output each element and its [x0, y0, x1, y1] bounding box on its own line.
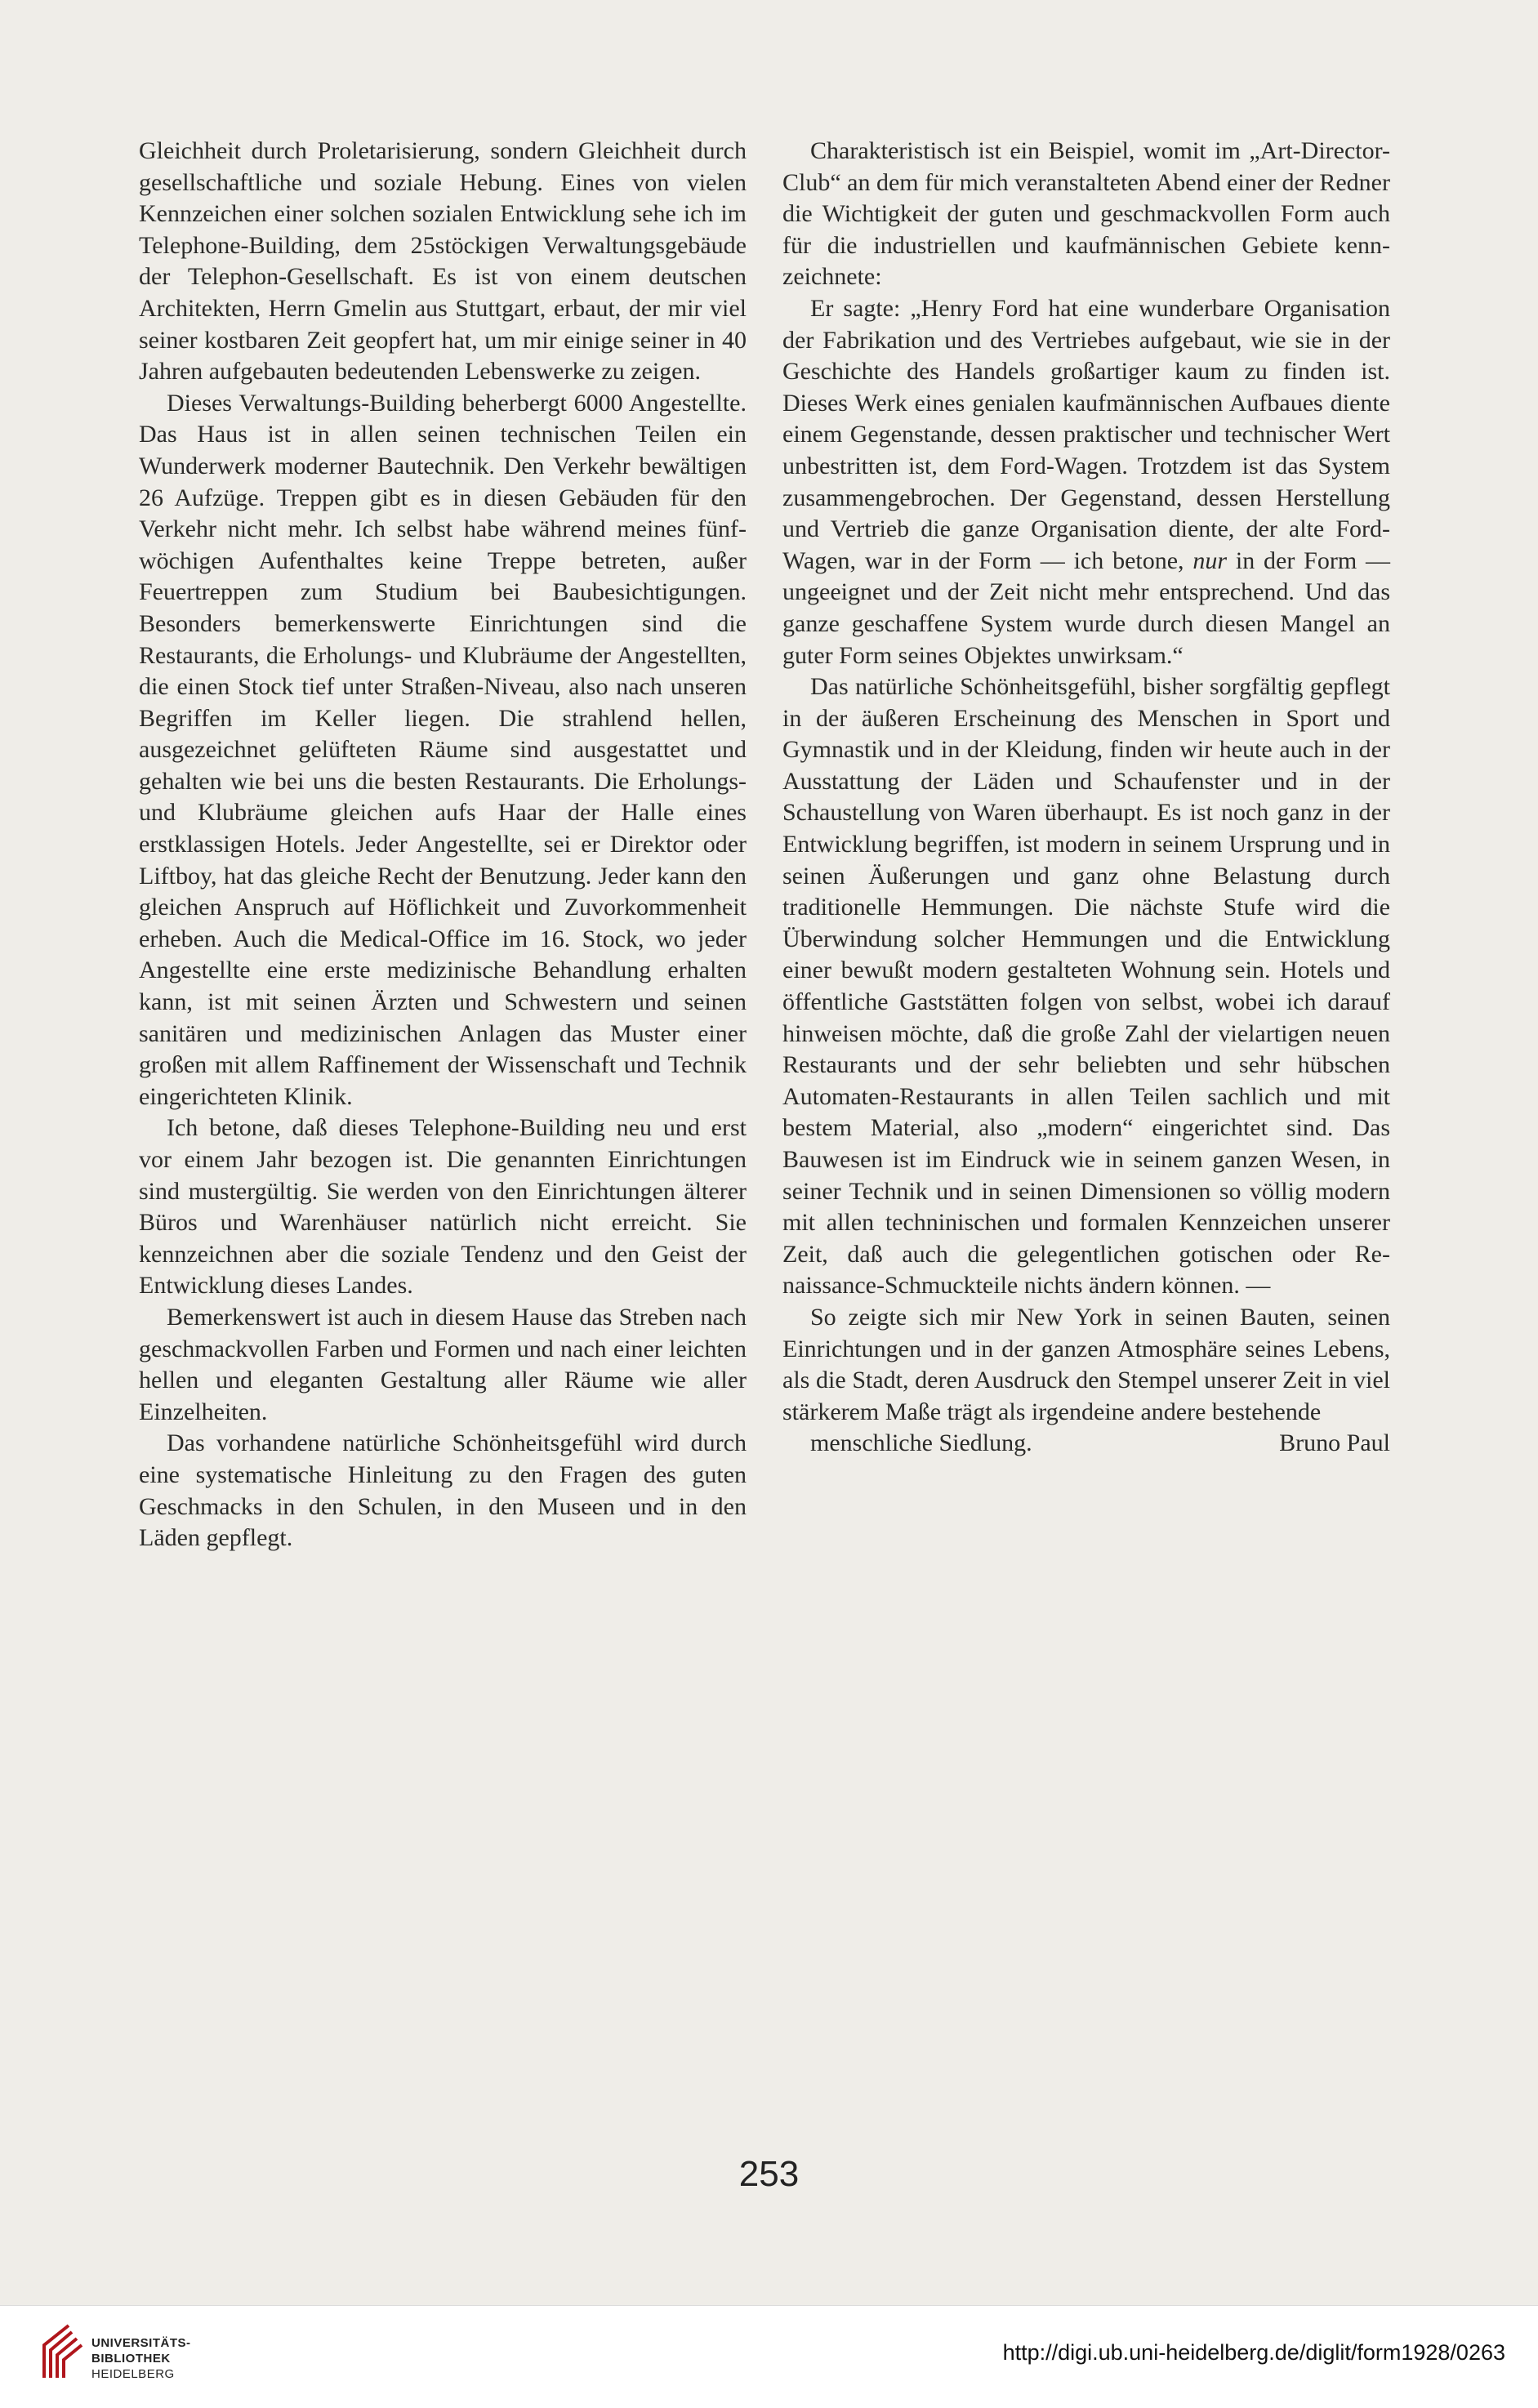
paragraph: Gleichheit durch Proletarisierung, sondern Gleichheit durch gesellschaftliche und soziale Hebung. Eines von vielen Kennzeichen einer solchen sozialen Entwicklung sehe ich im Telephone-Building, dem 25stöckigen Verwaltungsgebäude der Telephon-Gesellschaft. Es ist von einem deutschen Architekten, Herrn Gmelin aus Stuttgart, erbaut, der mir viel seiner kostbaren Zeit geopfert hat, um mir einige seiner in 40 Jahren aufgebauten bedeutenden Lebenswerke zu zeigen. [139, 137, 747, 386]
paragraph: So zeigte sich mir New York in seinen Bauten, seinen Einrichtungen und in der ganzen Atmosphäre seines Lebens, als die Stadt, deren Ausdruck den Stempel unserer Zeit in viel stärkerem Maße trägt als irgendeine andere bestehende [782, 1303, 1390, 1425]
quote-text-after: in der Form — ungeeignet und der Zeit nicht mehr entsprechend. Und das ganze geschaffene System wurde durch diesen Mangel an guter Form seines Objektes unwirksam.“ [782, 546, 1391, 669]
footer-bar [0, 2305, 1538, 2408]
closing-text: menschliche Siedlung. [810, 1429, 1032, 1457]
paragraph: Dieses Verwaltungs-Building beherbergt 6000 Angestellte. Das Haus ist in allen seinen technischen Teilen ein Wunderwerk moderner Bautechnik. Den Verkehr bewältigen 26 Aufzüge. Treppen gibt es in diesen Gebäuden für den Verkehr nicht mehr. Ich selbst habe während meines fünfwöchigen Aufenthaltes keine Treppe betreten, außer Feuertreppen zum Studium bei Baubesichtigungen. Besonders bemerkenswerte Einrichtungen sind die Restaurants, die Erholungs- und Klubräume der Angestellten, die einen Stock tief unter Straßen-Niveau, also nach unseren Begriffen im Keller liegen. Die strahlend hellen, ausgezeichnet gelüfteten Räume sind ausgestattet und gehalten wie bei uns die besten Restaurants. Die Erholungs- und Klubräume gleichen aufs Haar der Halle eines erstklassigen Hotels. Jeder Angestellte, sei er Direktor oder Liftboy, hat das gleiche Recht der Benutzung. Jeder kann den gleichen Anspruch auf Höflichkeit und Zuvorkommenheit erheben. Auch die Medical-Office im 16. Stock, wo jeder Angestellte eine erste medizinische Behandlung erhalten kann, ist mit seinen Ärzten und Schwestern und seinen sanitären und medizinischen Anlagen das Muster einer großen mit allem Raffinement der Wissenschaft und Technik eingerichteten Klinik. [139, 389, 747, 1110]
closing-line [782, 1428, 1390, 1460]
quote-text-before: Er sagte: „Henry Ford hat eine wunderbare Organisation der Fabrikation und des Vertriebes aufgebaut, wie sie in der Geschichte des Handels großartiger kaum zu finden ist. Dieses Werk eines genialen kaufmännischen Aufbaues diente einem Gegenstande, dessen praktischer und technischer Wert unbestritten ist, dem Ford-Wagen. Trotzdem ist das System zusammengebrochen. Der Gegenstand, dessen Herstellung und Vertrieb die ganze Organisation diente, der alte Ford-Wagen, war in der Form — ich betone, [782, 294, 1390, 574]
library-name-line: HEIDELBERG [91, 2367, 175, 2381]
library-name-line: BIBLIOTHEK [91, 2352, 171, 2366]
source-url-link[interactable]: http://digi.ub.uni-heidelberg.de/diglit/form1928/0263 [1002, 2340, 1505, 2365]
paragraph-quote [782, 293, 1390, 671]
left-column [139, 136, 747, 1554]
paragraph: Ich betone, daß dieses Telephone-Building neu und erst vor einem Jahr bezogen ist. Die genannten Einrichtungen sind mustergültig. Sie werden von den Einrichtungen älterer Büros und Warenhäuser natürlich nicht erreicht. Sie kennzeichnen aber die soziale Tendenz und den Geist der Entwicklung dieses Landes. [139, 1114, 747, 1300]
library-name-line: UNIVERSITÄTS- [91, 2336, 191, 2350]
emphasis: nur [1193, 546, 1228, 574]
paragraph: Das vorhandene natürliche Schönheitsgefühl wird durch eine systematische Hinleitung zu den Fragen des guten Geschmacks in den Schulen, in den Museen und in den Läden gepflegt. [139, 1429, 747, 1552]
author-signature: Bruno Paul [1279, 1429, 1390, 1457]
ub-heidelberg-logo-icon[interactable] [36, 2321, 88, 2383]
library-name [91, 2335, 191, 2382]
paragraph: Das natürliche Schönheitsgefühl, bisher sorgfältig gepflegt in der äußeren Erscheinung des Menschen in Sport und Gymnastik und in der Kleidung, finden wir heute auch in der Ausstattung der Läden und Schaufenster und in der Schaustellung von Waren überhaupt. Es ist noch ganz in der Entwicklung begriffen, ist modern in seinem Ursprung und in seinen Äußerungen und ganz ohne Belastung durch traditionelle Hemmungen. Die nächste Stufe wird die Überwindung solcher Hemmungen und die Entwicklung einer bewußt modern gestalteten Wohnung sein. Hotels und öffentliche Gaststätten folgen von selbst, wobei ich darauf hinweisen möchte, daß die große Zahl der vielartigen neuen Restaurants und der sehr beliebten und sehr hübschen Automaten-Restaurants in allen Teilen sachlich und mit bestem Material, also „modern“ eingerichtet sind. Das Bauwesen ist im Eindruck wie in seinem ganzen Wesen, in seiner Technik und in seinen Dimensionen so völlig modern mit allen techninischen und formalen Kennzeichen unserer Zeit, daß auch die gelegentlichen gotischen oder Renaissance-Schmuckteile nichts ändern können. — [782, 673, 1390, 1300]
page-number: 253 [738, 2154, 800, 2194]
paragraph: Bemerkenswert ist auch in diesem Hause das Streben nach geschmackvollen Farben und Formen und nach einer leichten hellen und eleganten Gestaltung aller Räume wie aller Einzelheiten. [139, 1303, 747, 1425]
paragraph: Charakteristisch ist ein Beispiel, womit im „Art-Director-Club“ an dem für mich veranstalteten Abend einer der Redner die Wichtigkeit der guten und geschmackvollen Form auch für die industriellen und kaufmännischen Gebiete kennzeichnete: [782, 137, 1390, 291]
right-column [782, 136, 1390, 1460]
